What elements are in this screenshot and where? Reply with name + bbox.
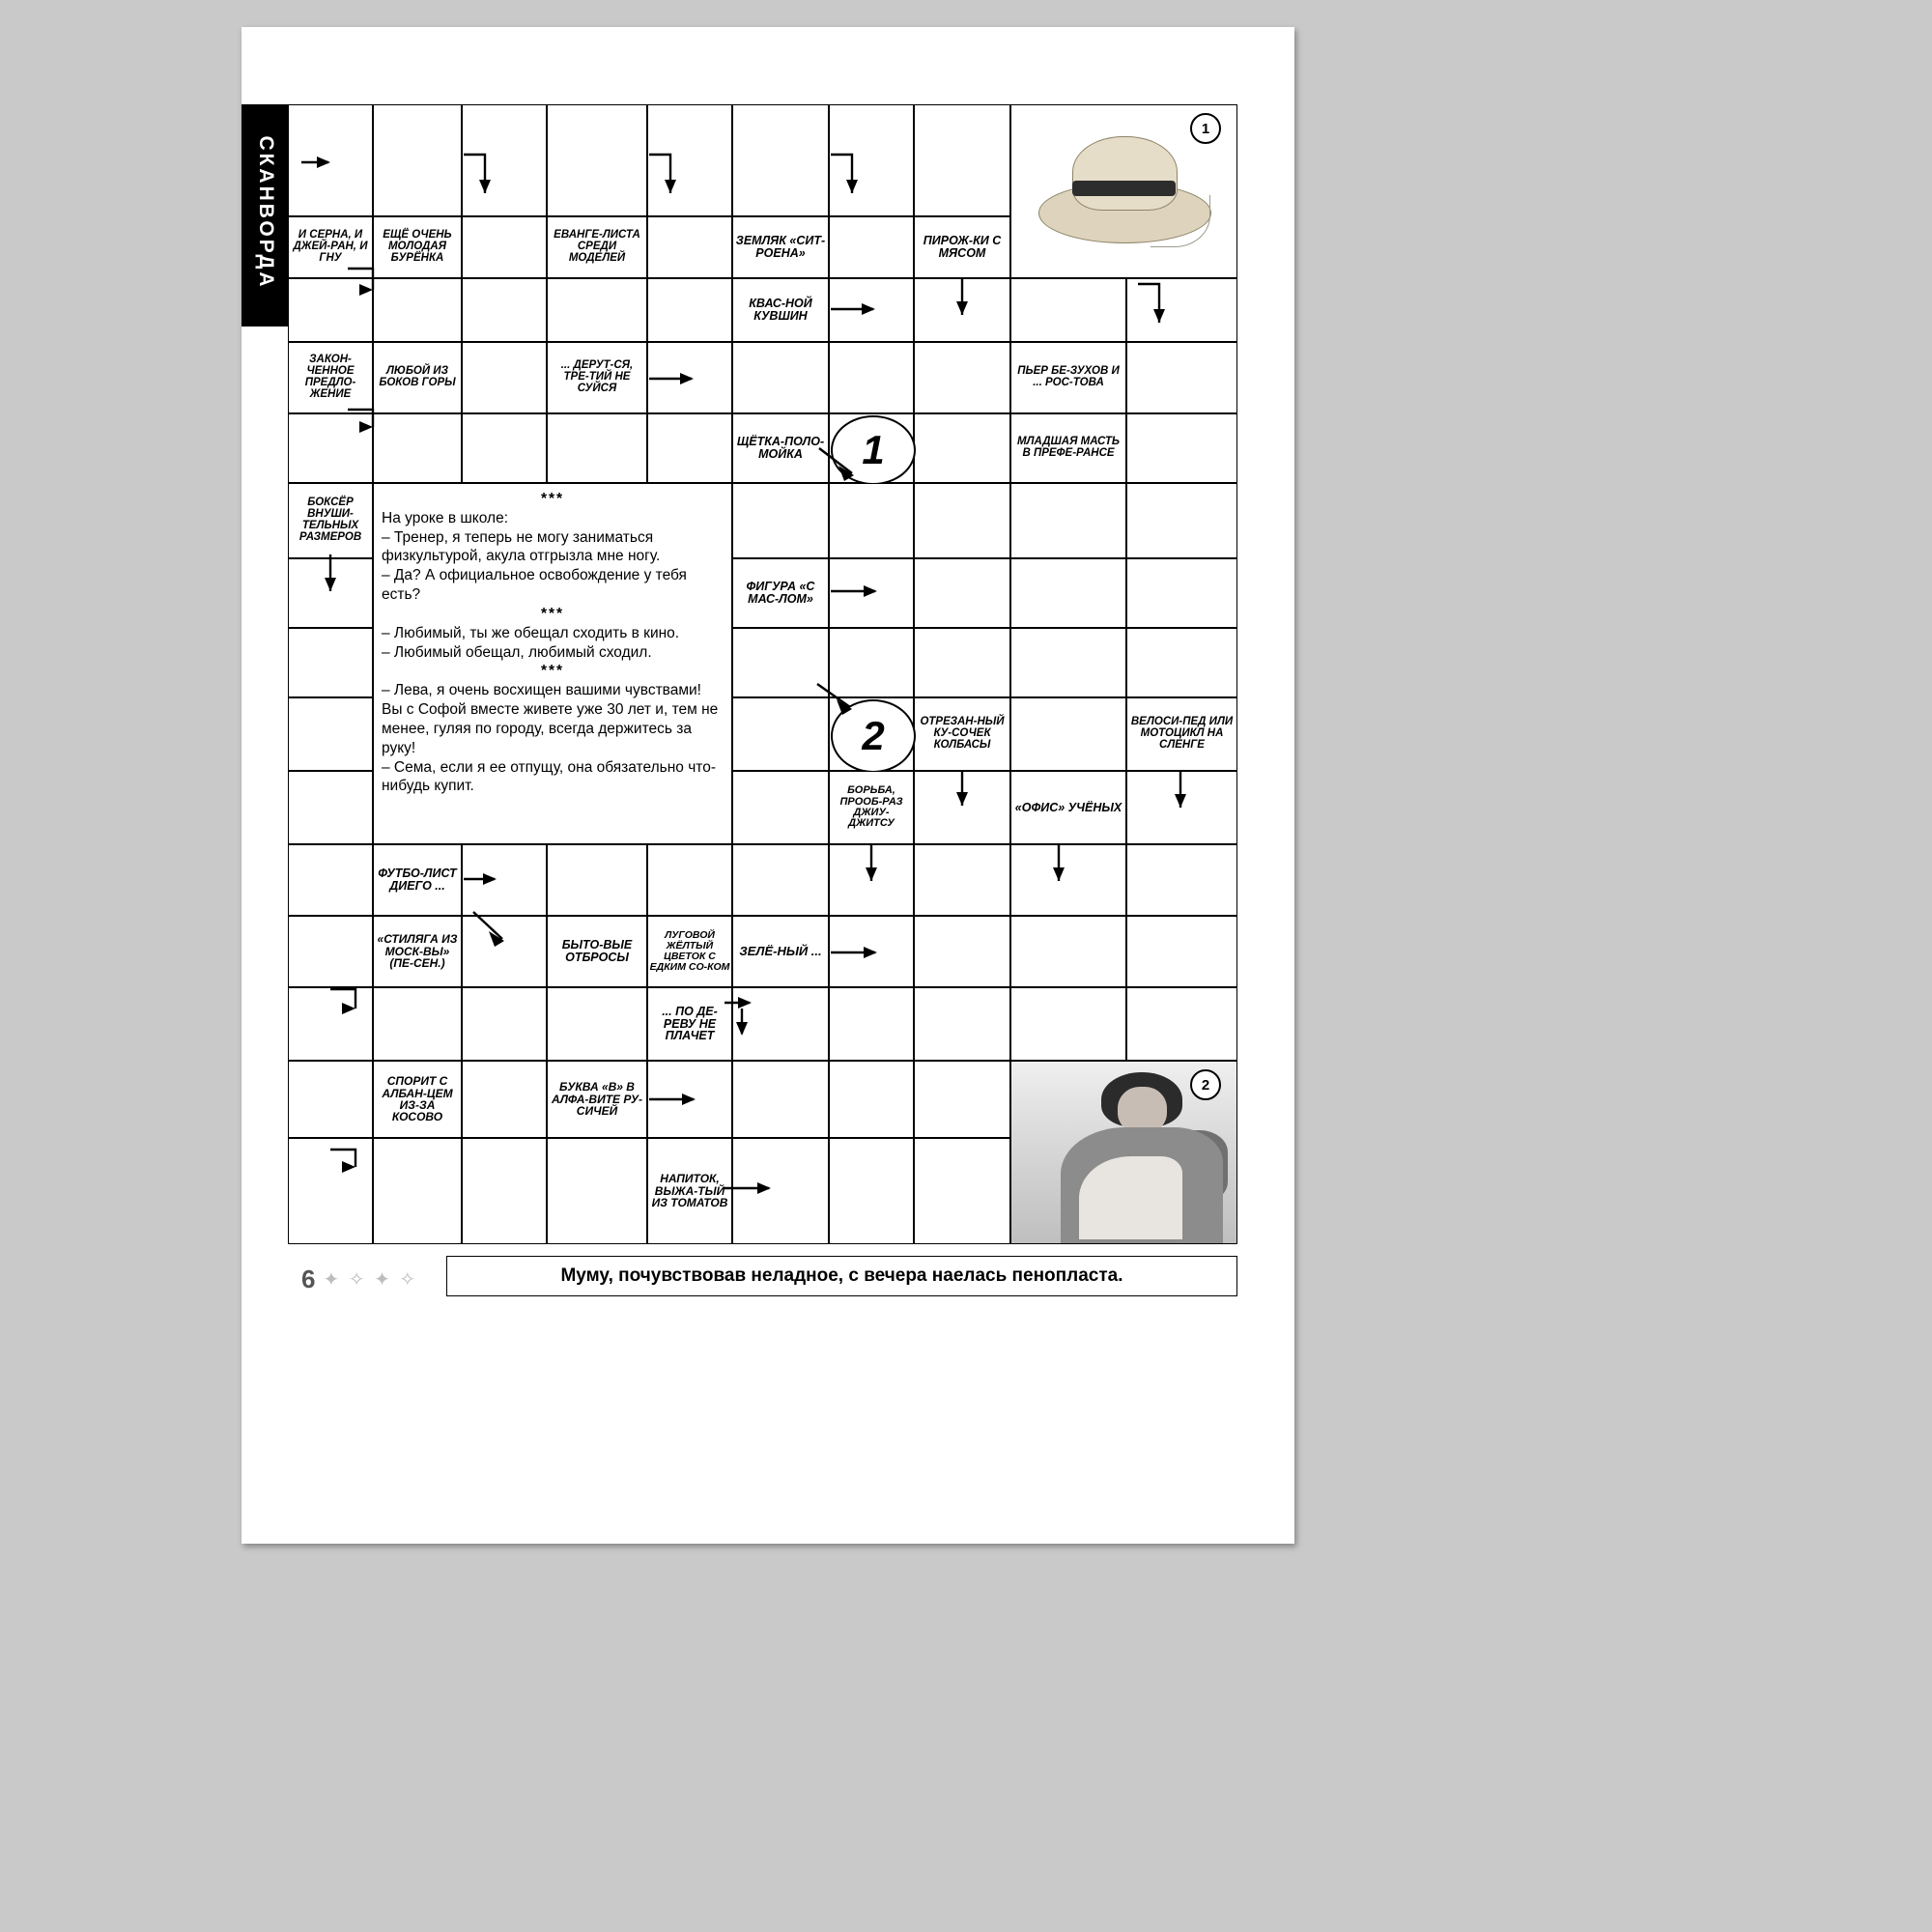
clue-cell[interactable]: ОТРЕЗАН-НЫЙ КУ-СОЧЕК КОЛБАСЫ (914, 697, 1010, 771)
crossword-grid (288, 104, 1237, 1244)
clue-cell[interactable]: СПОРИТ С АЛБАН-ЦЕМ ИЗ-ЗА КОСОВО (373, 1061, 462, 1138)
clue-cell[interactable]: БЫТО-ВЫЕ ОТБРОСЫ (547, 916, 647, 987)
clue-cell[interactable]: ЛЮБОЙ ИЗ БОКОВ ГОРЫ (373, 342, 462, 413)
clue-cell[interactable]: ЗЕЛЁ-НЫЙ ... (732, 916, 829, 987)
clue-cell[interactable]: ... ДЕРУТ-СЯ, ТРЕ-ТИЙ НЕ СУЙСЯ (547, 342, 647, 413)
photo-badge-one: 1 (1190, 113, 1221, 144)
clue-cell[interactable]: «СТИЛЯГА ИЗ МОСК-ВЫ» (ПЕ-СЕН.) (373, 916, 462, 987)
clue-cell[interactable]: ... ПО ДЕ-РЕВУ НЕ ПЛАЧЕТ (647, 987, 732, 1061)
joke1-title: На уроке в школе: (382, 509, 509, 526)
clue-cell[interactable]: ВЕЛОСИ-ПЕД ИЛИ МОТОЦИКЛ НА СЛЕНГЕ (1126, 697, 1237, 771)
clue-cell[interactable]: И СЕРНА, И ДЖЕЙ-РАН, И ГНУ (288, 216, 373, 278)
clue-cell[interactable]: КВАС-НОЙ КУВШИН (732, 278, 829, 342)
caption-box (446, 1256, 1237, 1296)
clue-cell[interactable]: БОРЬБА, ПРООБ-РАЗ ДЖИУ-ДЖИТСУ (829, 771, 914, 844)
clue-cell[interactable]: ЗЕМЛЯК «СИТ-РОЕНА» (732, 216, 829, 278)
clue-cell[interactable]: ФУТБО-ЛИСТ ДИЕГО ... (373, 844, 462, 916)
joke1-line-2: – Да? А официальное освобождение у тебя есть? (382, 567, 687, 604)
joke2-line-2: – Любимый обещал, любимый сходил. (382, 643, 652, 661)
page-number-block (288, 1260, 423, 1298)
clue-cell[interactable]: НАПИТОК, ВЫЖА-ТЫЙ ИЗ ТОМАТОВ (647, 1138, 732, 1244)
clue-cell[interactable]: ЗАКОН-ЧЕННОЕ ПРЕДЛО-ЖЕНИЕ (288, 342, 373, 413)
clue-cell[interactable]: ПИРОЖ-КИ С МЯСОМ (914, 216, 1010, 278)
magazine-page (242, 27, 1294, 1544)
sidebar-tab-label: СКАНВОРДА (255, 135, 277, 290)
joke3-line-2: – Сема, если я ее отпущу, она обязательно что-нибудь купит. (382, 758, 716, 795)
page-number: 6 (301, 1264, 316, 1293)
sidebar-tab (242, 104, 288, 327)
clue-cell[interactable]: ЩЁТКА-ПОЛО-МОЙКА (732, 413, 829, 483)
page-footer (288, 1256, 1237, 1302)
joke-separator: *** (540, 491, 565, 507)
clue-cell[interactable]: МЛАДШАЯ МАСТЬ В ПРЕФЕ-РАНСЕ (1010, 413, 1126, 483)
clue-cell[interactable]: «ОФИС» УЧЁНЫХ (1010, 771, 1126, 844)
stars-decoration: ✦ ✧ ✦ ✧ (323, 1268, 418, 1291)
clue-cell[interactable]: ЕВАНГЕ-ЛИСТА СРЕДИ МОДЕЛЕЙ (547, 216, 647, 278)
clue-cell[interactable]: ЕЩЁ ОЧЕНЬ МОЛОДАЯ БУРЁНКА (373, 216, 462, 278)
joke-separator: *** (540, 663, 565, 680)
circle-marker-one: 1 (831, 415, 916, 485)
joke2-line-1: – Любимый, ты же обещал сходить в кино. (382, 624, 680, 641)
photo-badge-two: 2 (1190, 1069, 1221, 1100)
joke-separator: *** (540, 605, 565, 622)
clue-cell[interactable]: ПЬЕР БЕ-ЗУХОВ И ... РОС-ТОВА (1010, 342, 1126, 413)
clue-cell[interactable]: БОКСЁР ВНУШИ-ТЕЛЬНЫХ РАЗМЕРОВ (288, 483, 373, 558)
arrow-layer (288, 104, 1237, 1244)
joke3-line-1: – Лева, я очень восхищен вашими чувствами! Вы с Софой вместе живете уже 30 лет и, тем не менее, гуляя по городу, всегда держитесь за руку! (382, 682, 719, 756)
clue-cell[interactable]: ЛУГОВОЙ ЖЁЛТЫЙ ЦВЕТОК С ЕДКИМ СО-КОМ (647, 916, 732, 987)
clue-cell[interactable]: ФИГУРА «С МАС-ЛОМ» (732, 558, 829, 628)
circle-marker-two: 2 (831, 699, 916, 773)
caption-text: Муму, почувствовав неладное, с вечера наелась пенопласта. (560, 1265, 1123, 1286)
joke1-line-1: – Тренер, я теперь не могу заниматься физкультурой, акула отгрызла мне ногу. (382, 528, 661, 565)
clue-cell[interactable]: БУКВА «В» В АЛФА-ВИТЕ РУ-СИЧЕЙ (547, 1061, 647, 1138)
